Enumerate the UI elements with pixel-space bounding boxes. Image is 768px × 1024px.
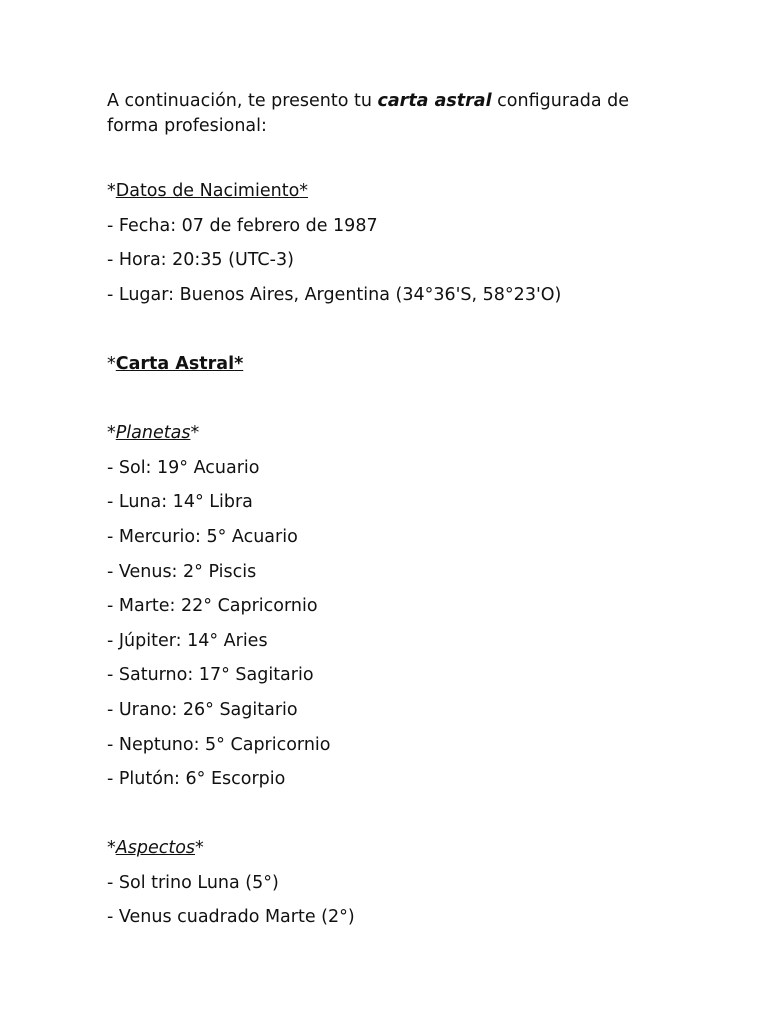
aspects-heading-label: Aspectos: [115, 838, 196, 859]
asterisk-open: *: [107, 181, 116, 201]
planet-item-jupiter: - Júpiter: 14° Aries: [107, 630, 268, 651]
section-gap: [107, 387, 667, 422]
intro-emphasis: carta astral: [377, 91, 492, 111]
section-gap: [107, 802, 667, 837]
asterisk-close: *: [234, 353, 244, 374]
intro-paragraph: [107, 89, 667, 139]
aspects-heading: [107, 836, 667, 871]
intro-text-after: configurada de forma profesional:: [107, 91, 630, 136]
asterisk-open: *: [107, 353, 116, 374]
asterisk-close: *: [195, 838, 204, 859]
birth-item-place: - Lugar: Buenos Aires, Argentina (34°36'S, 58°23'O): [107, 284, 562, 305]
planet-item-sol: - Sol: 19° Acuario: [107, 457, 260, 478]
planet-item-urano: - Urano: 26° Sagitario: [107, 699, 298, 720]
asterisk-close: *: [190, 423, 200, 444]
asterisk-open: *: [107, 838, 116, 859]
planet-item-saturno: - Saturno: 17° Sagitario: [107, 665, 314, 686]
section-gap: [107, 317, 667, 352]
intro-text-before: A continuación, te presento tu: [107, 91, 378, 111]
planets-heading-label: Planetas: [115, 423, 191, 444]
chart-heading: [107, 352, 667, 387]
chart-heading-text: [116, 354, 243, 374]
planet-item-marte: - Marte: 22° Capricornio: [107, 596, 318, 617]
chart-heading-label: Carta Astral: [115, 353, 235, 374]
aspect-item-sol-luna: - Sol trino Luna (5°): [107, 872, 279, 893]
aspect-item-venus-marte: - Venus cuadrado Marte (2°): [107, 907, 355, 928]
birth-heading-label: Datos de Nacimiento: [115, 181, 300, 201]
planet-item-mercurio: - Mercurio: 5° Acuario: [107, 526, 298, 547]
asterisk-close: *: [299, 181, 309, 201]
planet-item-venus: - Venus: 2° Piscis: [107, 561, 257, 582]
asterisk-open: *: [107, 423, 116, 444]
birth-item-time: - Hora: 20:35 (UTC-3): [107, 250, 294, 271]
document-page: [107, 89, 667, 940]
planets-heading: [107, 421, 667, 456]
planet-item-pluton: - Plutón: 6° Escorpio: [107, 769, 286, 790]
planet-item-neptuno: - Neptuno: 5° Capricornio: [107, 734, 331, 755]
birth-heading-text: [116, 181, 308, 201]
planet-item-luna: - Luna: 14° Libra: [107, 492, 253, 513]
birth-item-date: - Fecha: 07 de febrero de 1987: [107, 215, 378, 236]
birth-heading: [107, 179, 667, 214]
